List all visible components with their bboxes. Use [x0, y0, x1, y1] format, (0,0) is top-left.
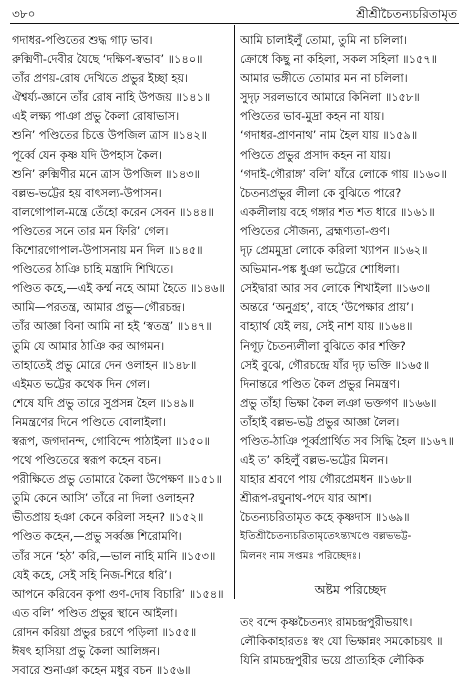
verse-line: সেই বুঝে, গৌরচন্দ্রে যাঁর দৃঢ় ভক্তি ॥১৬৫॥ — [240, 358, 430, 372]
verse-line: গদাধর-পণ্ডিতের শুদ্ধ গাঢ় ভাব। — [12, 34, 153, 47]
verse-line: পণ্ডিতের সৌজন্য, ব্রহ্মণ্যতা-গুণ। — [240, 224, 390, 238]
verse-line: অভিমান-পঙ্ক ধুঞা ভট্টেরে শোধিলা। — [240, 263, 400, 277]
verse-line: ঐশ্বর্য্য-জ্ঞানে তাঁর রোষ নাহি উপজয় ॥১৪১॥ — [12, 91, 211, 105]
verse-line: প্রভু তাঁহা ভিক্ষা কৈল লঞা ভক্তগণ ॥১৬৬॥ — [240, 396, 437, 410]
verse-line: একলীলায় বহে গঙ্গার শত শত ধারে ॥১৬১॥ — [240, 205, 435, 219]
verse-line: যেই কহে, সেই সহি নিজ-শিরে ধরি’। — [12, 568, 172, 582]
verse-line: আমি চালাইলুঁ তোমা, তুমি না চলিলা। — [240, 34, 407, 47]
verse-line: ‘গদাই-গৌরাঙ্গ’ বলি’ যাঁরে লোকে গায় ॥১৬০॥ — [240, 167, 447, 181]
verse-line: বল্লভ-ভট্টের হয় বাৎসল্য-উপাসন। — [12, 186, 162, 200]
verse-line: বাহ্যার্থ যেই লয়, সেই নাশ যায় ॥১৬৪॥ — [240, 320, 413, 334]
verse-line: চৈতন্যপ্রভুর লীলা কে বুঝিতে পারে? — [240, 186, 402, 200]
chapter-heading: অষ্টম পরিচ্ছেদ — [314, 581, 387, 597]
left-column — [12, 31, 233, 680]
verse-line: শ্রীরূপ-রঘুনাথ-পদে যার আশ। — [240, 492, 372, 506]
verse-line: পণ্ডিতের সনে তার মন ফিরি’ গেল। — [12, 224, 169, 238]
verse-line: পণ্ডিতের ঠাঞি চাহি মন্ত্রাদি শিখিতে। — [12, 263, 174, 277]
verse-line: চৈতন্যচরিতামৃত কহে কৃষ্ণদাস ॥১৬৯॥ — [240, 511, 410, 525]
header-rule — [10, 23, 459, 24]
verse-line: শেষে যদি প্রভু তারে সুপ্রসন্ন হৈল ॥১৪৯॥ — [12, 396, 195, 410]
page-header — [12, 4, 457, 24]
verse-line: সুদৃঢ় সরলভাবে আমারে কিনিলা ॥১৫৮॥ — [240, 91, 420, 105]
verse-line: তাহাতেই প্রভু মোরে দেন ওলাহন ॥১৪৮॥ — [12, 358, 197, 372]
verse-line: তাঁর সনে ‘হঠ’ করি,—ভাল নাহি মানি ॥১৫৩॥ — [12, 549, 216, 563]
verse-line: সেইদ্বারা আর সব লোকে শিখাইলা ॥১৬৩॥ — [240, 282, 431, 296]
verse-line: তাঁর প্রণয়-রোষ দেখিতে প্রভুর ইচ্ছা হয়। — [12, 72, 188, 86]
colophon-line: ইতিশ্রীচৈতন্যচরিতামৃতেঽন্ত্যখণ্ডে বল্লভভট্ট- — [240, 531, 412, 543]
verse-line: পথে পণ্ডিতেরে স্বরূপ কহেন বচন। — [12, 454, 162, 468]
verse-line: আমার ভঙ্গীতে তোমার মন না চলিলা। — [240, 72, 408, 86]
sanskrit-verse-line: তং বন্দে কৃষ্ণচৈতন্যং রামচন্দ্রপুরীভয়াৎ। — [240, 615, 413, 629]
verse-line: পণ্ডিত কহে,—এই কর্ম্ম নহে আমা হৈতে ॥১৪৬॥ — [12, 282, 225, 296]
verse-line: তাঁহাই বল্লভ-ভট্ট প্রভুর আজ্ঞা লৈল। — [240, 415, 400, 429]
verse-line: বালগোপাল-মন্ত্রে তেঁহো করেন সেবন ॥১৪৪॥ — [12, 205, 214, 219]
verse-line: অন্তরে ‘অনুগ্রহ’, বাহে ‘উপেক্ষার প্রায়’। — [240, 301, 414, 315]
verse-line: কিশোরগোপাল-উপাসনায় মন দিল ॥১৪৫॥ — [12, 244, 203, 258]
verse-line: এত বলি’ পণ্ডিত প্রভুর স্থানে আইলা। — [12, 606, 178, 620]
sanskrit-verse-line: লৌকিকাহারতঃ স্বং যো ভিক্ষান্নং সমকোচয়ৎ ॥ — [240, 634, 443, 648]
verse-line: তুমি যে আমার ঠাঞি কর আগমন। — [12, 339, 165, 353]
verse-line: স্বরূপ, জগদানন্দ, গোবিন্দে পাঠাইলা ॥১৫০॥ — [12, 434, 210, 448]
spacer — [240, 566, 461, 580]
verse-line: এইমত ভট্টের কথেক দিন গেল। — [12, 377, 150, 391]
verse-line: রোদন করিয়া প্রভুর চরণে পড়িলা ॥১৫৫॥ — [12, 625, 197, 639]
verse-line: পণ্ডিত-ঠাঞি পূর্ব্বপ্রার্থিত সব সিদ্ধি হৈল ॥১৬৭॥ — [240, 434, 455, 448]
verse-line: তুমি কেনে আসি’ তাঁরে না দিলা ওলাহন? — [12, 492, 195, 506]
verse-line: ঈষৎ হাসিয়া প্রভু কৈলা আলিঙ্গন। — [12, 645, 160, 658]
spacer — [240, 599, 461, 613]
verse-line: দৃঢ় প্রেমমুদ্রা লোকে করিলা খ্যাপন ॥১৬২॥ — [240, 244, 428, 258]
verse-line: পূর্ব্বে যেন কৃষ্ণ যদি উপহাস কৈল। — [12, 148, 162, 162]
verse-line: তাঁর আজ্ঞা বিনা আমি না হই ‘স্বতন্ত্র’ ॥১৪৭॥ — [12, 320, 212, 334]
verse-line: ভীতপ্রায় হঞা কেনে করিলা সহন? ॥১৫২॥ — [12, 511, 204, 525]
verse-line: দিনান্তরে পণ্ডিত কৈল প্রভুর নিমন্ত্রণ। — [240, 377, 400, 391]
verse-line: পণ্ডিত কহেন,—প্রভু সর্ব্বজ্ঞ শিরোমণি। — [12, 530, 182, 544]
verse-line: পরীক্ষিতে প্রভু তোমারে কৈলা উপেক্ষণ ॥১৫১॥ — [12, 473, 222, 487]
verse-line: নিমন্ত্রণের দিনে পণ্ডিতে বোলাইলা। — [12, 415, 166, 429]
verse-line: আমি—পরতন্ত্র, আমার প্রভু—গৌরচন্দ্র। — [12, 301, 185, 315]
verse-line: এই লক্ষ্য পাঞা প্রভু কৈলা রোষাভাস। — [12, 110, 180, 124]
verse-line: ‘গদাধর-প্রাণনাথ’ নাম হৈল যায় ॥১৫৯॥ — [240, 129, 418, 143]
verse-line: যাহার শ্রবণে পায় গৌরপ্রেমধন ॥১৬৮॥ — [240, 473, 412, 487]
verse-line: সবারে শুনাঞা কহেন মধুর বচন ॥১৫৬॥ — [12, 664, 191, 678]
verse-line: আপনে করিবেন কৃপা গুণ-দোষ বিচারি’ ॥১৫৪॥ — [12, 587, 224, 601]
verse-line: রুক্মিণী-দেবীর যৈছে ‘দক্ষিণ-স্বভাব’ ॥১৪০॥ — [12, 53, 203, 67]
verse-line: শুনি’ পণ্ডিতের চিত্তে উপজিল ত্রাস ॥১৪২॥ — [12, 129, 207, 143]
column-divider — [234, 25, 235, 599]
verse-line: নিগূঢ় চৈতন্যলীলা বুঝিতে কার শক্তি? — [240, 339, 406, 353]
verse-line: পণ্ডিতের ভাব-মুদ্রা কহন না যায়। — [240, 110, 385, 124]
right-column — [240, 31, 461, 670]
colophon-line: মিলনং নাম সপ্তমঃ পরিচ্ছেদঃ। — [240, 550, 361, 562]
page-number: ৩৮০ — [12, 7, 36, 21]
translation-line: যিনি রামচন্দ্রপুরীর ভয়ে প্রাত্যহিক লৌকিক — [240, 653, 424, 667]
verse-line: এই ত’ কহিলুঁ বল্লভ-ভট্টের মিলন। — [240, 454, 389, 468]
verse-line: শুনি’ রুক্মিণীর মনে ত্রাস উপজিল ॥১৪৩॥ — [12, 167, 200, 181]
running-title: শ্রীশ্রীচৈতন্যচরিতামৃত — [356, 7, 457, 21]
verse-line: পণ্ডিতে প্রভুর প্রসাদ কহন না যায়। — [240, 148, 391, 162]
verse-line: ক্রোধে কিছু না কহিলা, সকল সহিলা ॥১৫৭॥ — [240, 53, 437, 67]
